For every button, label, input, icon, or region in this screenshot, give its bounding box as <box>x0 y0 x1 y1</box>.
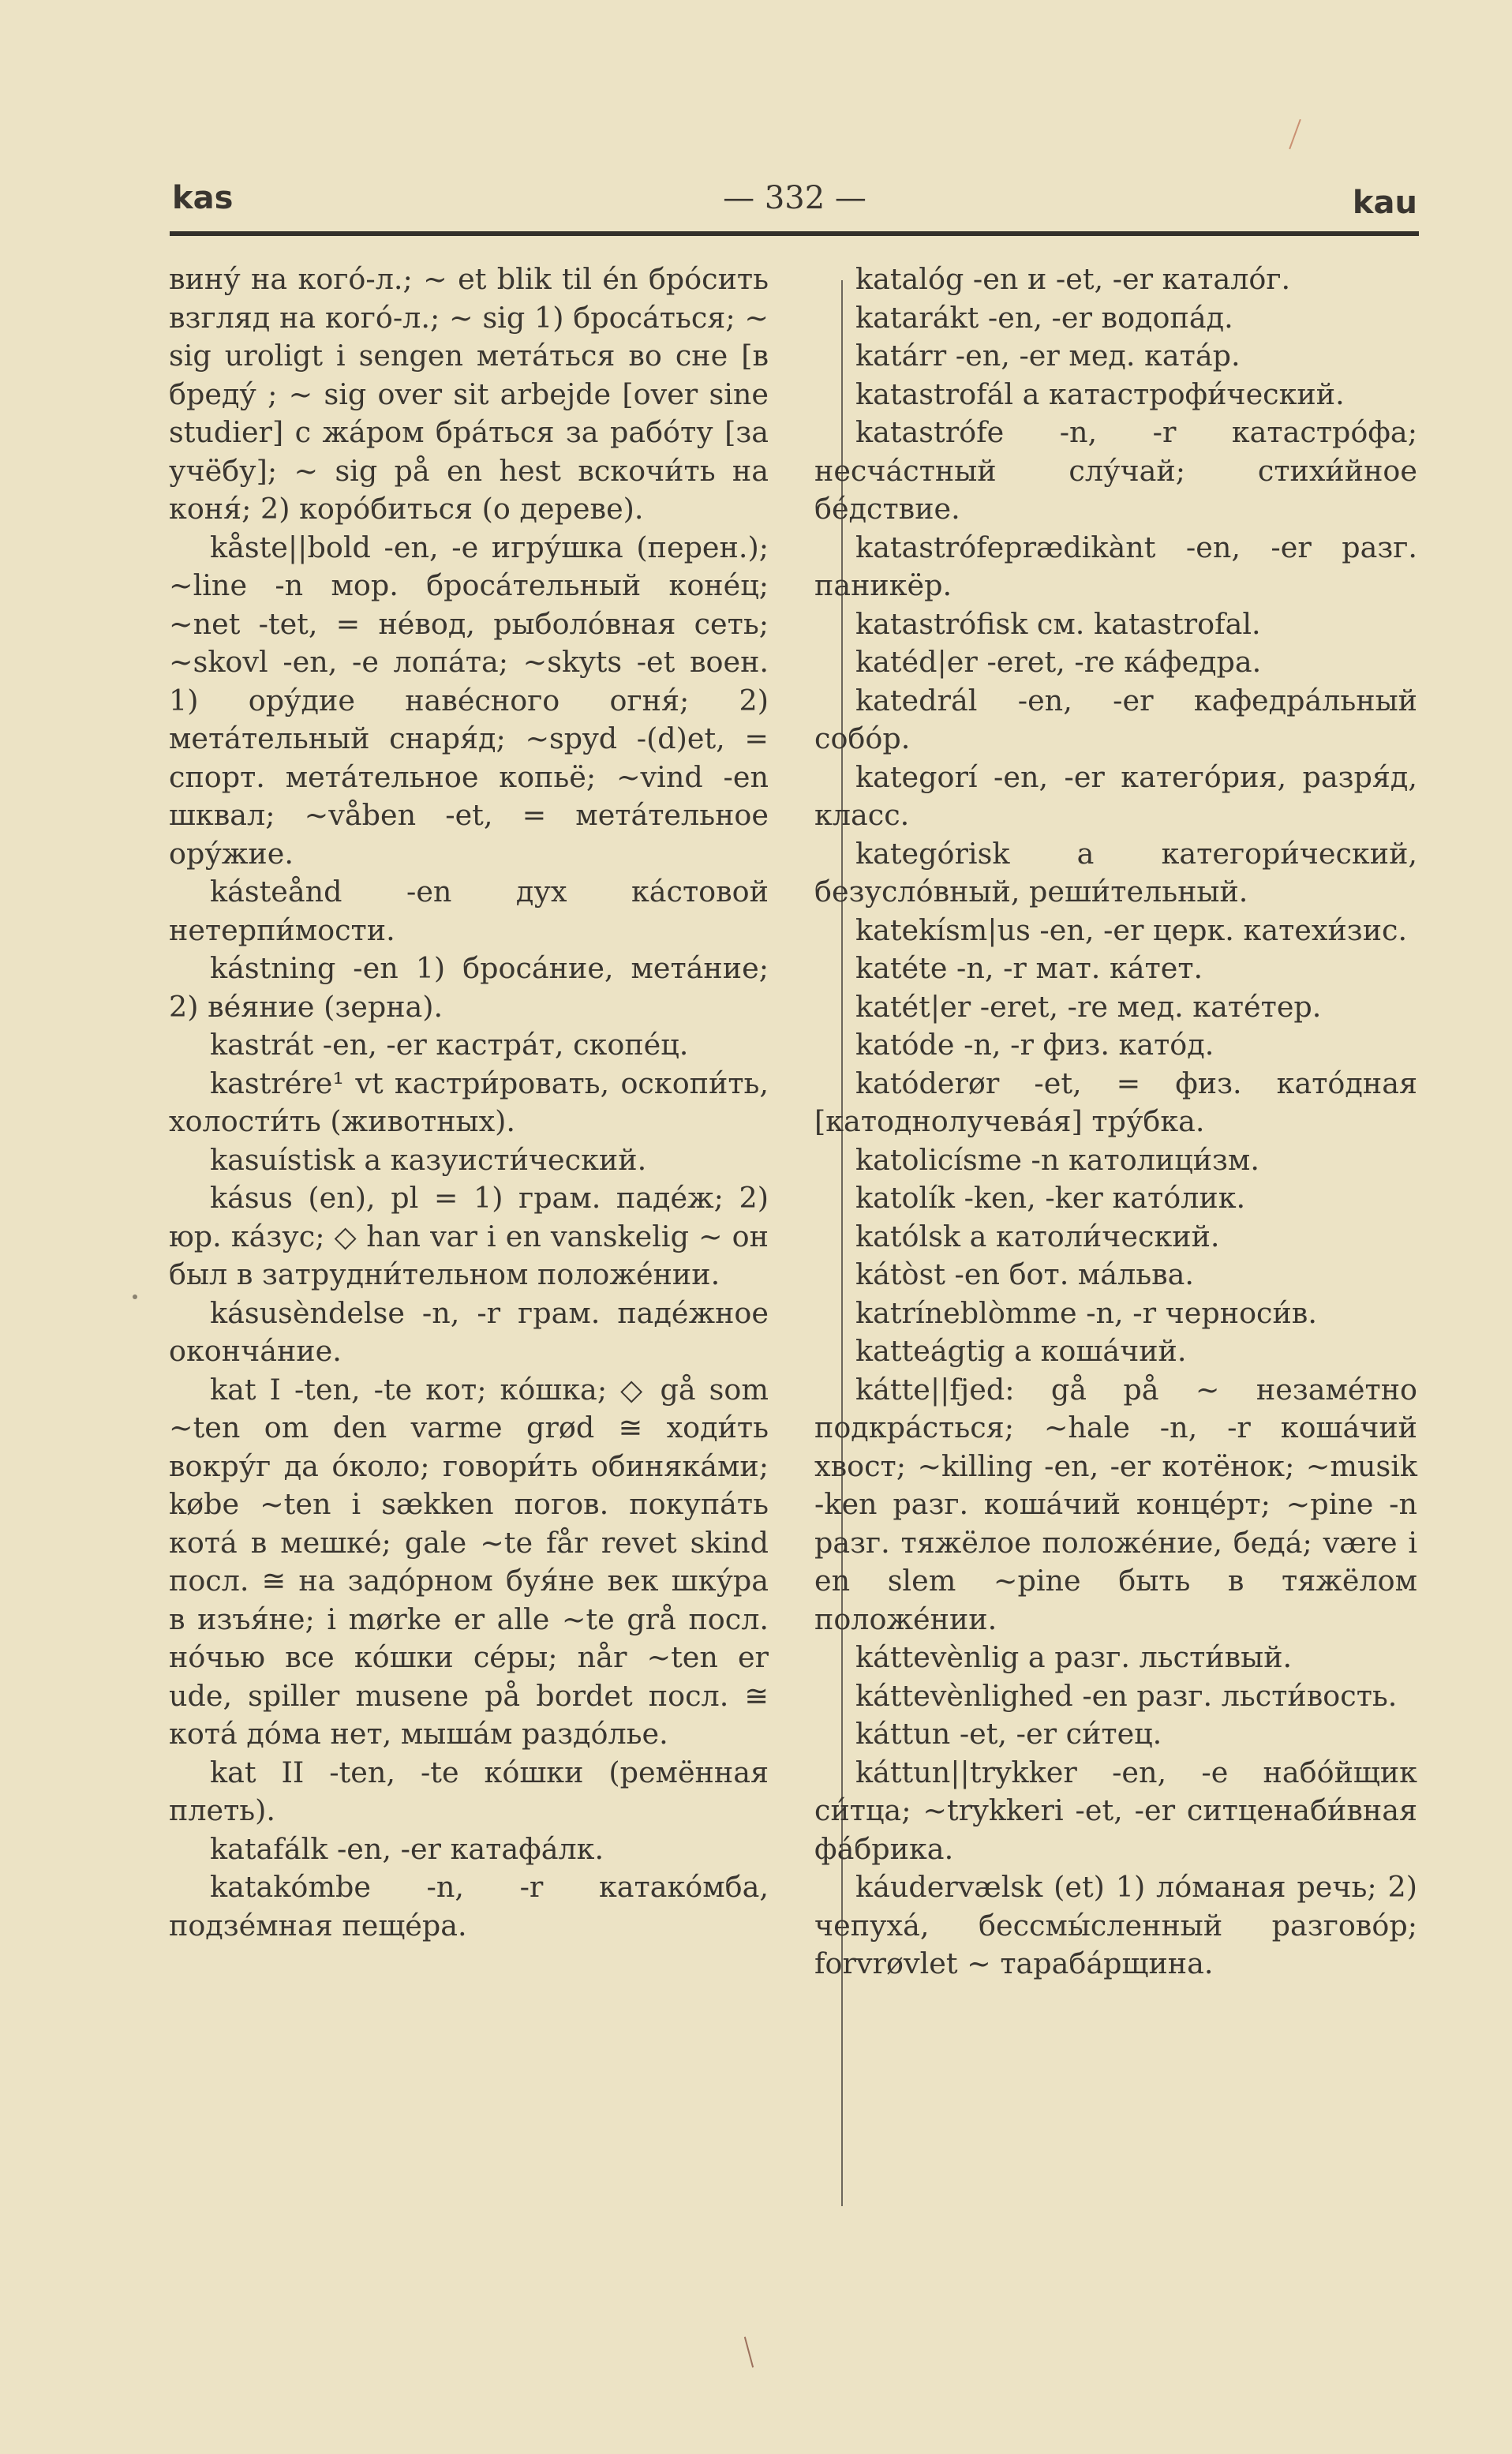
right-column <box>814 260 1417 1984</box>
scan-mark-bottom <box>744 2336 754 2367</box>
page-number: — 332 — <box>723 180 866 216</box>
dictionary-entry: kastrére¹ vt кастри́ровать, оскопи́ть, холости́ть (животных). <box>169 1066 769 1138</box>
dictionary-entry: káttun -et, -er си́тец. <box>855 1717 1162 1751</box>
left-column <box>169 260 769 1945</box>
dictionary-entry: katafálk -en, -er катафа́лк. <box>210 1831 604 1866</box>
dictionary-entry: kástning -en 1) броса́ние, мета́ние; 2) ве́яние (зерна). <box>169 951 769 1024</box>
dictionary-entry: kátòst -en бот. ма́льва. <box>855 1257 1195 1291</box>
dictionary-entry: katekísm|us -en, -er церк. катехи́зис. <box>855 912 1408 947</box>
dictionary-entry: вину́ на кого́-л.; ~ et blik til én бро́сить взгляд на кого́-л.; ~ sig 1) броса́ться; ~ sig uroligt i sengen мета́ться во сне [в бреду́ ; ~ sig over sit arbejde [over sine studier] с жа́ром бра́ться за рабо́ту [за учёбу]; ~ sig på en hest вскочи́ть на коня́; 2) коро́биться (о дереве). <box>169 262 769 526</box>
dictionary-entry: kat I -ten, -te кот; ко́шка; ◇ gå som ~ten om den varme grød ≅ ходи́ть вокру́г да о́коло; говори́ть обиняка́ми; købe ~ten i sækken погов. покупа́ть кота́ в мешке́; gale ~te får revet skind посл. ≅ на задо́рном буя́не век шку́ра в изъя́не; i mørke er alle ~te grå посл. но́чью все ко́шки се́ры; når ~ten er ude, spiller musene på bordet посл. ≅ кота́ до́ма нет, мыша́м раздо́лье. <box>169 1372 769 1751</box>
dictionary-entry: kategórisk a категори́ческий, безусло́вный, реши́тельный. <box>814 836 1417 909</box>
dictionary-entry: katastrófeprædikànt -en, -er разг. паникёр. <box>814 530 1417 602</box>
dictionary-entry: kategorí -en, -er катего́рия, разря́д, класс. <box>814 759 1417 832</box>
dictionary-entry: katarákt -en, -er водопа́д. <box>855 300 1233 335</box>
right-guide-word: kau <box>1352 185 1417 221</box>
dictionary-entry: kasuístisk a казуисти́ческий. <box>210 1142 647 1177</box>
dictionary-entry: katastrófisk см. katastrofal. <box>855 606 1261 641</box>
dictionary-entry: kåste||bold -en, -e игру́шка (перен.); ~line -n мор. броса́тельный коне́ц; ~net -tet, = не́вод, рыболо́вная сеть; ~skovl -en, -e лопа́та; ~skyts -et воен. 1) ору́дие наве́сного огня́; 2) мета́тельный снаря́д; ~spyd -(d)et, = спорт. мета́тельное копьё; ~vind -en шквал; ~våben -et, = мета́тельное ору́жие. <box>169 530 769 871</box>
dictionary-entry: katét|er -eret, -re мед. кате́тер. <box>855 989 1322 1024</box>
dictionary-entry: katteágtig a коша́чий. <box>855 1334 1187 1368</box>
scan-mark-top <box>1289 119 1301 149</box>
dictionary-entry: káttevènlighed -en разг. льсти́вость. <box>855 1678 1398 1713</box>
dictionary-entry: katastrófe -n, -r катастро́фа; несча́стный слу́чай; стихи́йное бе́дствие. <box>814 415 1417 526</box>
dictionary-entry: katolicísme -n католици́зм. <box>855 1142 1259 1177</box>
dictionary-entry: kásteånd -en дух ка́стовой нетерпи́мости. <box>169 875 769 947</box>
dictionary-entry: katárr -en, -er мед. ката́р. <box>855 339 1241 373</box>
left-guide-word: kas <box>172 180 234 216</box>
dictionary-entry: katóde -n, -r физ. като́д. <box>855 1028 1214 1062</box>
dictionary-entry: káttevènlig a разг. льсти́вый. <box>855 1640 1293 1674</box>
dictionary-entry: katakómbe -n, -r катако́мба, подзе́мная пеще́ра. <box>169 1870 769 1943</box>
dictionary-entry: katalóg -en и -et, -er катало́г. <box>855 262 1291 296</box>
dictionary-entry: káudervælsk (et) 1) ло́маная речь; 2) чепуха́, бессмы́сленный разгово́р; forvrøvlet ~ тараба́рщина. <box>814 1870 1417 1980</box>
dictionary-entry: kátte||fjed: gå på ~ незаме́тно подкра́сться; ~hale -n, -r коша́чий хвост; ~killing -en, -er котёнок; ~musik -ken разг. коша́чий конце́рт; ~pine -n разг. тяжёлое положе́ние, беда́; være i en slem ~pine быть в тяжёлом положе́нии. <box>814 1372 1417 1636</box>
dictionary-entry: katéte -n, -r мат. ка́тет. <box>855 951 1203 985</box>
dictionary-entry: katéd|er -eret, -re ка́федра. <box>855 645 1262 679</box>
dictionary-entry: kat II -ten, -te ко́шки (ремённая плеть). <box>169 1755 769 1827</box>
scan-speck <box>133 1294 137 1299</box>
header-rule <box>170 231 1419 236</box>
page-header <box>172 180 1417 227</box>
dictionary-entry: katóderør -et, = физ. като́дная [катоднолучева́я] тру́бка. <box>814 1066 1417 1138</box>
dictionary-entry: katolík -ken, -ker като́лик. <box>855 1181 1246 1215</box>
dictionary-entry: katríneblòmme -n, -r черноси́в. <box>855 1295 1317 1330</box>
dictionary-entry: katólsk a католи́ческий. <box>855 1219 1220 1253</box>
dictionary-entry: kásus (en), pl = 1) грам. паде́ж; 2) юр. ка́зус; ◇ han var i en vanskelig ~ он был в затрудни́тельном положе́нии. <box>169 1181 769 1291</box>
dictionary-entry: kásusèndelse -n, -r грам. паде́жное оконча́ние. <box>169 1295 769 1368</box>
dictionary-entry: katedrál -en, -er кафедра́льный собо́р. <box>814 683 1417 755</box>
dictionary-entry: káttun||trykker -en, -e набо́йщик си́тца; ~trykkeri -et, -er ситценаби́вная фа́брика. <box>814 1755 1417 1866</box>
dictionary-entry: katastrofál a катастрофи́ческий. <box>855 377 1345 411</box>
dictionary-entry: kastrát -en, -er кастра́т, скопе́ц. <box>210 1028 689 1062</box>
